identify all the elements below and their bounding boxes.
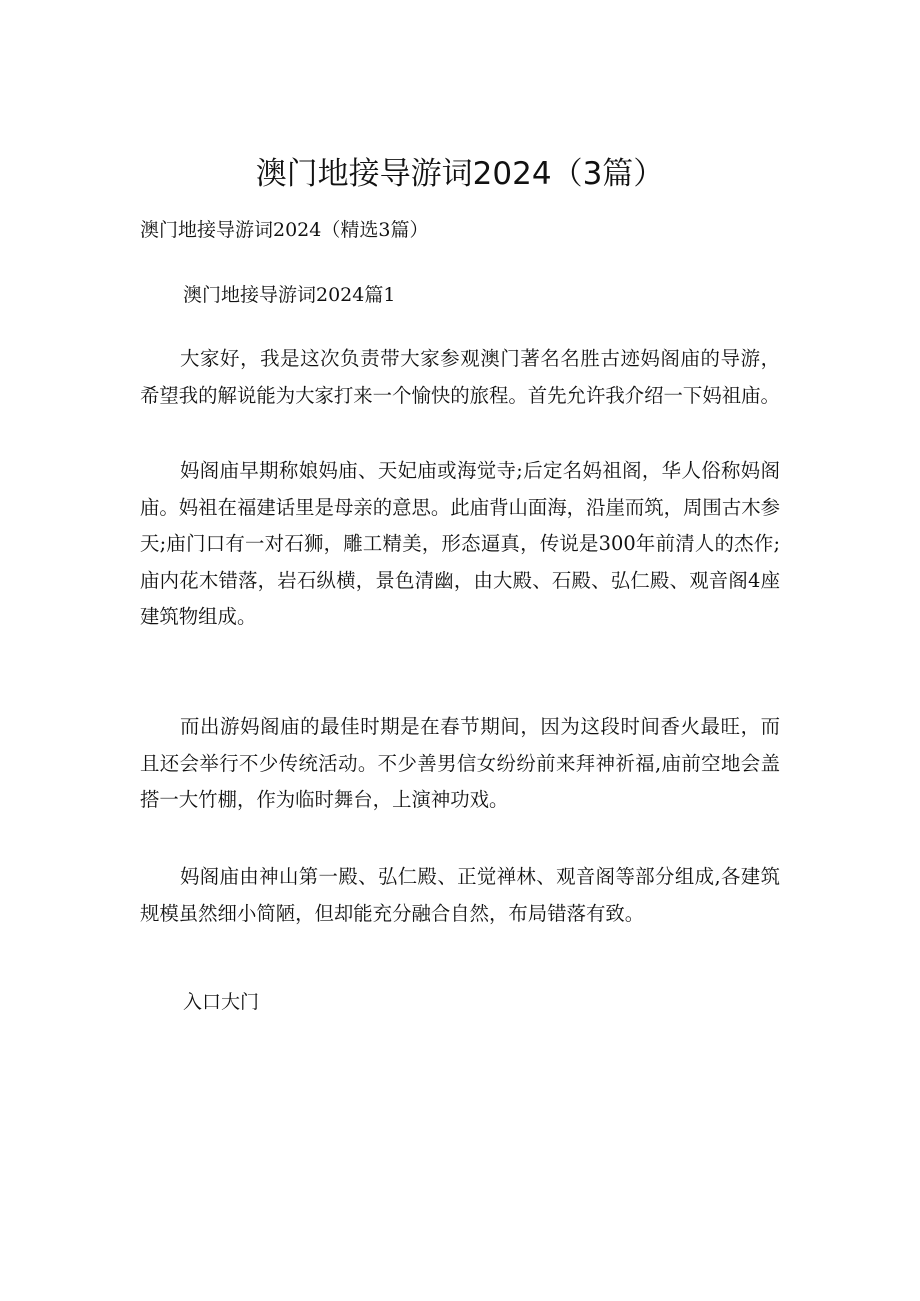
entrance-heading: 入口大门 xyxy=(183,991,260,1013)
paragraph-best-time: 而出游妈阁庙的最佳时期是在春节期间，因为这段时间香火最旺，而且还会举行不少传统活动。不少善男信女纷纷前来拜神祈福,庙前空地会盖搭一大竹棚，作为临时舞台，上演神功戏。 xyxy=(140,715,780,811)
document-subtitle: 澳门地接导游词2024（精选3篇） xyxy=(140,219,429,241)
paragraph-temple-history: 妈阁庙早期称娘妈庙、天妃庙或海觉寺;后定名妈祖阁，华人俗称妈阁庙。妈祖在福建话里是母亲的意思。此庙背山面海，沿崖而筑，周围古木参天;庙门口有一对石狮，雕工精美，形态逼真，传说是300年前清人的杰作;庙内花木错落，岩石纵横，景色清幽，由大殿、石殿、弘仁殿、观音阁4座建筑物组成。 xyxy=(140,459,780,628)
section-heading: 澳门地接导游词2024篇1 xyxy=(183,284,396,306)
document-title: 澳门地接导游词2024（3篇） xyxy=(255,156,665,192)
paragraph-greeting: 大家好，我是这次负责带大家参观澳门著名名胜古迹妈阁庙的导游，希望我的解说能为大家打来一个愉快的旅程。首先允许我介绍一下妈祖庙。 xyxy=(140,347,780,407)
paragraph-composition: 妈阁庙由神山第一殿、弘仁殿、正觉禅林、观音阁等部分组成,各建筑规模虽然细小简陋，但却能充分融合自然，布局错落有致。 xyxy=(140,865,780,925)
